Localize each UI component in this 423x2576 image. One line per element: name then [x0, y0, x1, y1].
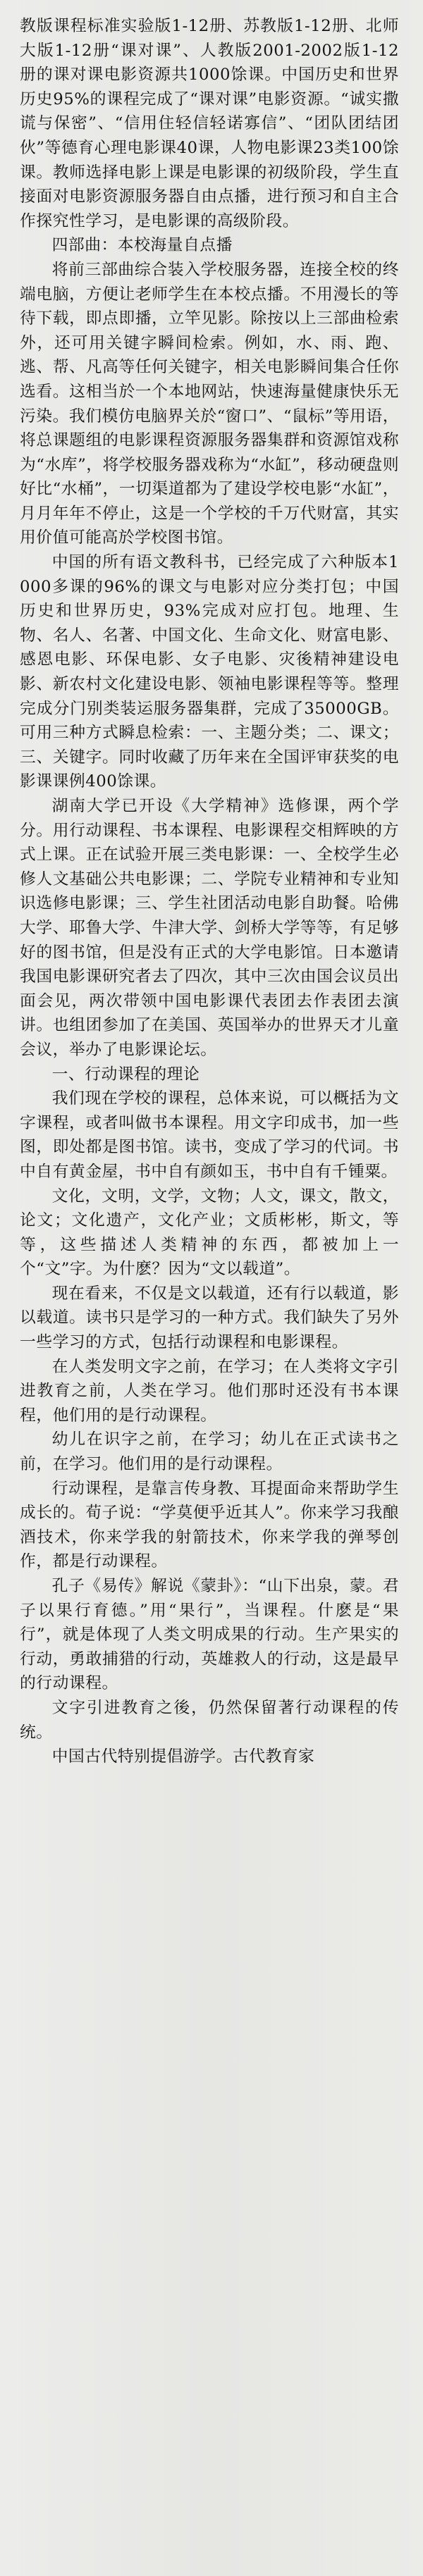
article-paragraph: 文化，文明，文学，文物；人文，课文，散文，论文；文化遗产，文化产业；文质彬彬，斯文，等等，这些描述人类精神的东西，都被加上一个“文”字。为什麽？因为“文以载道”。	[20, 1187, 399, 1279]
article-paragraph: 文字引进教育之後，仍然保留著行动课程的传统。	[20, 1698, 399, 1742]
article-paragraph: 教版课程标准实验版1-12册、苏教版1-12册、北师大版1-12册“课对课”、人教版2001-2002版1-12册的课对课电影资源共1000馀课。中国历史和世界历史95%的课程完成了“课对课”电影资源。“诚实撒谎与保密”、“信用住轻信轻诺寡信”、“团队团结团伙”等德育心理电影课40课，人物电影课23类100馀课。教师选择电影上课是电影课的初级阶段，学生直接面对电影资源服务器自由点播，进行预习和自主合作探究性学习，是电影课的高级阶段。	[20, 17, 399, 230]
article-paragraph: 将前三部曲综合装入学校服务器，连接全校的终端电脑，方便让老师学生在本校点播。不用漫长的等待下载，即点即播，立竿见影。除按以上三部曲检索外，还可用关键字瞬间检索。例如，水、雨、跑、逃、帮、凡高等任何关键字，相关电影瞬间集合任你选看。这相当於一个本地网站，快速海量健康快乐无污染。我们模仿电脑界关於“窗口”、“鼠标”等用语，将总课题组的电影课程资源服务器集群和资源馆戏称为“水库”，将学校服务器戏称为“水缸”，移动硬盘则好比“水桶”，一切渠道都为了建设学校电影“水缸”，月月年年不停止，这是一个学校的千万代财富，其实用价值可能高於学校图书馆。	[20, 260, 399, 547]
article-paragraph: 行动课程，是靠言传身教、耳提面命来帮助学生成长的。荀子说：“学莫便乎近其人”。你来学习我酿酒技术，你来学我的射箭技术，你来学我的弹琴创作，都是行动课程。	[20, 1479, 399, 1571]
article-paragraph: 我们现在学校的课程，总体来说，可以概括为文字课程，或者叫做书本课程。用文字印成书，加一些图，即处都是图书馆。读书，变成了学习的代词。书中自有黄金屋，书中自有颜如玉，书中自有千锺粟。	[20, 1089, 399, 1181]
article-paragraph: 中国的所有语文教科书，已经完成了六种版本1000多课的96%的课文与电影对应分类打包；中国历史和世界历史，93%完成对应打包。地理、生物、名人、名著、中国文化、生命文化、财富电影、感恩电影、环保电影、女子电影、灾後精神建设电影、新农村文化建设电影、领袖电影课程等等。整理完成分门别类装运服务器集群，完成了35000GB。可用三种方式瞬息检索：一、主题分类；二、课文；三、关键字。同时收藏了历年来在全国评审获奖的电影课课例400馀课。	[20, 553, 399, 791]
article-paragraph: 中国古代特别提倡游学。古代教育家	[51, 1747, 315, 1766]
article-column	[20, 14, 399, 1769]
section-heading: 一、行动课程的理论	[51, 1065, 200, 1084]
section-heading: 四部曲：本校海量自点播	[51, 236, 233, 255]
article-paragraph: 湖南大学已开设《大学精神》选修课，两个学分。用行动课程、书本课程、电影课程交相辉映的方式上课。正在试验开展三类电影课：一、全校学生必修人文基础公共电影课；二、学院专业精神和专业知识选修电影课；三、学生社团活动电影自助餐。哈佛大学、耶鲁大学、牛津大学、剑桥大学等等，有足够好的图书馆，但是没有正式的大学电影馆。日本邀请我国电影课研究者去了四次，其中三次由国会议员出面会见，两次带领中国电影课代表团去作表团去演讲。也组团参加了在美国、英国举办的世界天才儿童会议，举办了电影课论坛。	[20, 797, 399, 1059]
article-paragraph: 现在看来，不仅是文以载道，还有行以载道，影以载道。读书只是学习的一种方式。我们缺失了另外一些学习的方式，包括行动课程和电影课程。	[20, 1284, 399, 1352]
article-paragraph: 在人类发明文字之前，在学习；在人类将文字引进教育之前，人类在学习。他们那时还没有书本课程，他们用的是行动课程。	[20, 1357, 399, 1425]
article-paragraph: 孔子《易传》解说《蒙卦》：“山下出泉，蒙。君子以果行育德。”用“果行”，当课程。什麽是“果行”，就是体现了人类文明成果的行动。生产果实的行动，勇敢捕猎的行动，英雄救人的行动，这是最早的行动课程。	[20, 1577, 399, 1693]
article-paragraph: 幼儿在识字之前，在学习；幼儿在正式读书之前，在学习。他们用的是行动课程。	[20, 1430, 399, 1474]
